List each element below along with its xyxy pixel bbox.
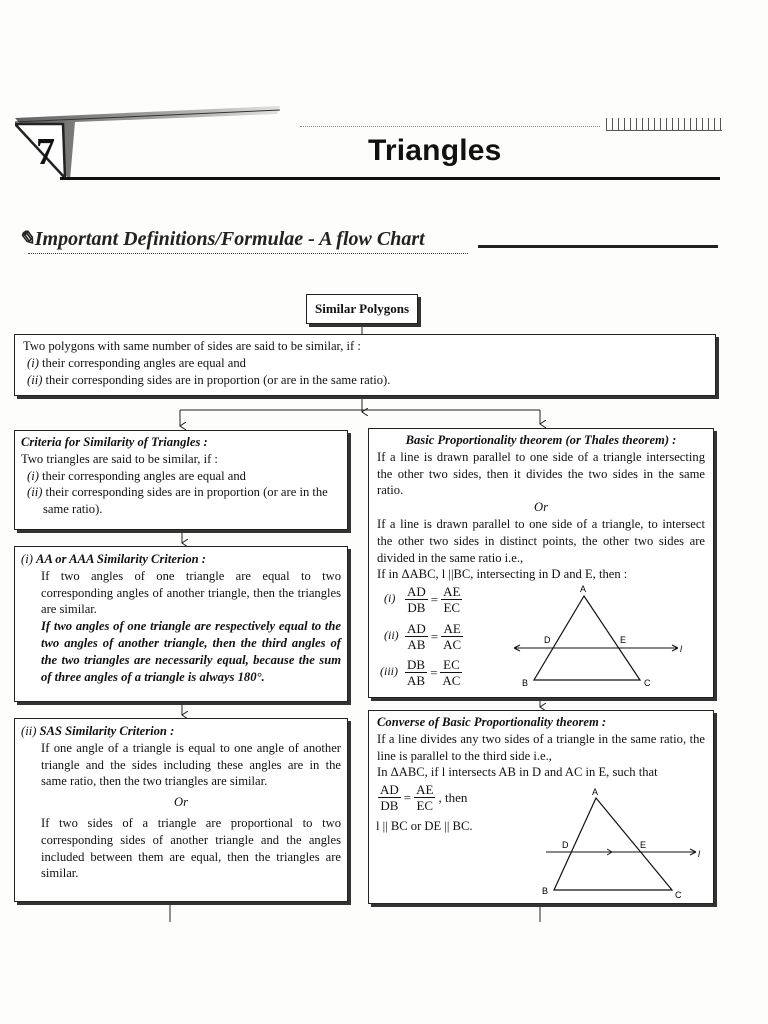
criteria-title: Criteria for Similarity of Triangles : (21, 435, 208, 449)
aa-note: If two angles of one triangle are respectively equal to the two angles of another triangle, then the third angles of the two triangles are necessarily equal, because the sum of three angles of a triangle is always 180°. (41, 619, 341, 684)
converse-label-a: A (592, 787, 599, 797)
bpt-text-2: If a line is drawn parallel to one side of a triangle, to intersect the other two sides in distinct points, the other two sides are divided in the same ratio i.e., (377, 516, 705, 565)
sas-criterion-box (14, 718, 348, 902)
converse-label-b: B (542, 886, 549, 896)
polygons-definition-box (14, 334, 716, 396)
converse-title: Converse of Basic Proportionality theorem : (377, 715, 607, 729)
converse-label-d: D (562, 840, 569, 850)
converse-label-c: C (675, 890, 682, 900)
bpt-label-d: D (544, 635, 551, 645)
bpt-label-a: A (580, 584, 587, 594)
pen-icon: ✎ (18, 228, 35, 250)
chapter-number: 7 (36, 131, 55, 173)
chapter-title: Triangles (368, 134, 502, 167)
polygons-definition: Two polygons with same number of sides are said to be similar, if : (23, 339, 361, 353)
aa-criterion-box (14, 546, 348, 702)
converse-equation: $\frac{AD}{DB}$ = $\frac{AE}{EC}$ , then (380, 782, 468, 813)
polygons-item-1: (i) their corresponding angles are equal and (27, 355, 246, 370)
converse-text-1: If a line divides any two sides of a triangle in the same ratio, the line is parallel to the third side i.e., (377, 731, 705, 763)
criteria-box (14, 430, 348, 530)
bpt-equation-2: (ii) $\frac{AD}{AB}$ = $\frac{AE}{AC}$ (384, 621, 462, 652)
criteria-item-1: (i) their corresponding angles are equal and (27, 468, 246, 483)
criteria-intro: Two triangles are said to be similar, if : (21, 451, 218, 466)
converse-text-2: In ΔABC, if l intersects AB in D and AC in E, such that (377, 765, 658, 780)
converse-triangle (554, 798, 672, 890)
aa-title: (i) AA or AAA Similarity Criterion : (21, 552, 206, 566)
converse-conclusion: l || BC or DE || BC. (376, 819, 473, 833)
converse-triangle-diagram (540, 786, 708, 900)
bpt-label-b: B (522, 678, 529, 688)
sas-title: (ii) SAS Similarity Criterion : (21, 724, 175, 738)
bpt-equation-1: (i) $\frac{AD}{DB}$ = $\frac{AE}{EC}$ (384, 584, 461, 615)
converse-label-l: l (698, 849, 700, 859)
bpt-text-3: If in ΔABC, l ||BC, intersecting in D and E, then : (377, 567, 628, 582)
sas-or: Or (174, 795, 188, 810)
sas-text-1: If one angle of a triangle is equal to one angle of another triangle and the sides including these angles are in the same ratio, then the two triangles are similar. (41, 740, 341, 789)
bpt-or: Or (534, 500, 548, 515)
sas-text-2: If two sides of a triangle are proportional to two corresponding sides of another triangle and the angles included between them are equal, then the triangles are similar. (41, 815, 341, 881)
bpt-label-c: C (644, 678, 651, 688)
aa-text: If two angles of one triangle are equal to two corresponding angles of another triangle, then the triangles are similar. (41, 568, 341, 617)
bpt-title: Basic Proportionality theorem (or Thales theorem) : (405, 433, 677, 447)
bpt-label-e: E (620, 635, 627, 645)
bpt-label-l: l (680, 644, 682, 654)
bpt-text-1: If a line is drawn parallel to one side of a triangle intersecting the other two sides, then it divides the two sides in the same ratio. (377, 449, 705, 498)
similar-polygons-box (306, 294, 418, 324)
bpt-triangle-diagram (510, 582, 700, 690)
bpt-equation-3: (iii) $\frac{DB}{AB}$ = $\frac{EC}{AC}$ (380, 657, 461, 688)
section-heading-text: Important Definitions/Formulae - A flow Chart (34, 228, 425, 250)
polygons-item-2: (ii) their corresponding sides are in proportion (or are in the same ratio). (27, 372, 391, 387)
criteria-item-2: (ii) their corresponding sides are in proportion (or are in the same ratio). (27, 485, 328, 517)
converse-label-e: E (640, 840, 647, 850)
similar-polygons-title: Similar Polygons (314, 301, 410, 316)
